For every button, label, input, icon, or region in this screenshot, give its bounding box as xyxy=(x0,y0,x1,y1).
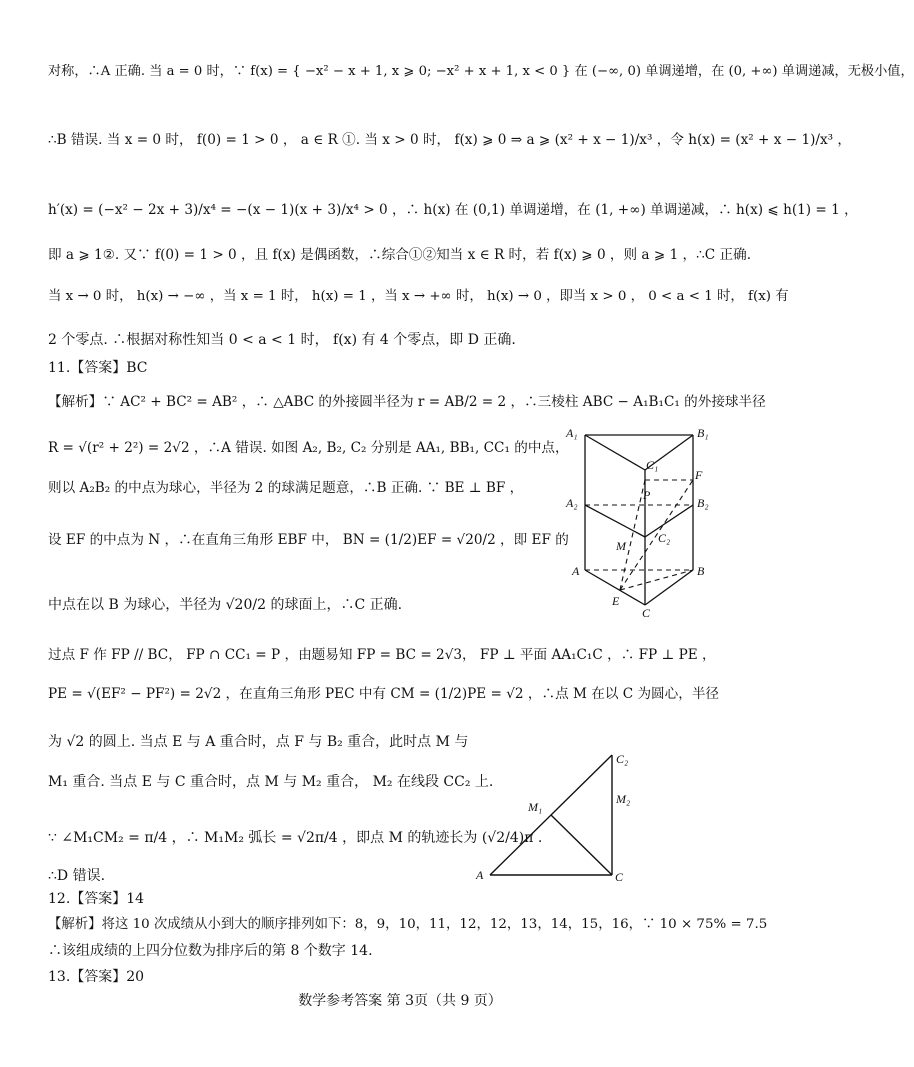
text-line-17: ∵ ∠M₁CM₂ = π/4 ，∴ M₁M₂ 弧长 = √2π/4 ，即点 M 的轨迹长为 (√2/4)π . xyxy=(48,830,543,846)
text-line-1: 对称，∴A 正确. 当 a = 0 时，∵ f(x) = { −x² − x + 1, x ⩾ 0; −x² + x + 1, x < 0 } 在 (−∞, 0) 单调递增，在 (0, +∞) 单调递减，无极小值， xyxy=(48,64,914,79)
text-line-12: 中点在以 B 为球心，半径为 √20/2 的球面上，∴C 正确. xyxy=(48,597,403,613)
segment-m1-c xyxy=(551,815,612,875)
edge-a1-c1 xyxy=(585,435,645,470)
label-e: E xyxy=(612,594,620,608)
label-m1: M₁ xyxy=(528,800,543,814)
label-c2: C₂ xyxy=(616,752,629,766)
label-m2: M₂ xyxy=(616,792,631,806)
label-c: C xyxy=(642,606,651,620)
text-line-2: ∴B 错误. 当 x = 0 时， f(0) = 1 > 0 ， a ∈ R ①. 当 x > 0 时， f(x) ⩾ 0 ⇒ a ⩾ (x² + x − 1)/x³ ，令 h(x) = (x² + x − 1)/x³ ， xyxy=(48,132,852,148)
text-line-21: ∴该组成绩的上四分位数为排序后的第 8 个数字 14. xyxy=(48,943,373,959)
edge-a2-c2 xyxy=(585,505,645,537)
page-footer: 数学参考答案 第 3页（共 9 页） xyxy=(298,993,502,1009)
answer-13: 13.【答案】20 xyxy=(48,969,145,985)
text-line-6: 2 个零点. ∴根据对称性知当 0 < a < 1 时， f(x) 有 4 个零点，即 D 正确. xyxy=(48,332,516,348)
label-a: A xyxy=(572,564,580,578)
label-c: C xyxy=(615,870,624,884)
triangle-figure xyxy=(470,745,645,885)
text-line-16: M₁ 重合. 当点 E 与 C 重合时，点 M 与 M₂ 重合， M₂ 在线段 CC₂ 上. xyxy=(48,774,494,790)
text-line-8: 【解析】∵ AC² + BC² = AB² ，∴ △ABC 的外接圆半径为 r = AB/2 = 2 ，∴三棱柱 ABC − A₁B₁C₁ 的外接球半径 xyxy=(48,394,766,410)
answer-11: 11.【答案】BC xyxy=(48,360,148,376)
text-line-13: 过点 F 作 FP // BC， FP ∩ CC₁ = P ，由题易知 FP = BC = 2√3， FP ⊥ 平面 AA₁C₁C ，∴ FP ⊥ PE ， xyxy=(48,647,716,663)
text-line-10: 则以 A₂B₂ 的中点为球心，半径为 2 的球满足题意，∴B 正确. ∵ BE ⊥ BF ， xyxy=(48,480,524,496)
answer-12: 12.【答案】14 xyxy=(48,891,145,907)
label-m: M xyxy=(616,539,626,553)
text-line-5: 当 x → 0 时， h(x) → −∞ ，当 x = 1 时， h(x) = 1 ，当 x → +∞ 时， h(x) → 0 ，即当 x > 0 ， 0 < a < 1 时， f(x) 有 xyxy=(48,289,789,304)
prism-figure xyxy=(560,425,720,620)
text-line-20: 【解析】将这 10 次成绩从小到大的顺序排列如下：8，9，10，11，12，12，13，14，15，16，∵ 10 × 75% = 7.5 xyxy=(48,917,768,932)
text-line-4: 即 a ⩾ 1②. 又∵ f(0) = 1 > 0 ，且 f(x) 是偶函数，∴综合①②知当 x ∈ R 时，若 f(x) ⩾ 0 ，则 a ⩾ 1 ，∴C 正确. xyxy=(48,247,752,263)
label-b: B xyxy=(697,564,705,578)
text-line-11: 设 EF 的中点为 N ，∴在直角三角形 EBF 中， BN = (1/2)EF = √20/2 ，即 EF 的 xyxy=(48,532,569,548)
label-c2: C₂ xyxy=(658,531,671,545)
label-a2: A₂ xyxy=(566,496,578,510)
text-line-14: PE = √(EF² − PF²) = 2√2 ，在直角三角形 PEC 中有 CM = (1/2)PE = √2 ，∴点 M 在以 C 为圆心，半径 xyxy=(48,686,720,702)
label-p: P xyxy=(643,488,651,502)
label-b2: B₂ xyxy=(697,496,709,510)
label-c1: C₁ xyxy=(646,458,659,472)
text-line-15: 为 √2 的圆上. 当点 E 与 A 重合时，点 F 与 B₂ 重合，此时点 M 与 xyxy=(48,734,469,750)
text-line-9: R = √(r² + 2²) = 2√2 ，∴A 错误. 如图 A₂, B₂, C₂ 分别是 AA₁, BB₁, CC₁ 的中点， xyxy=(48,440,569,456)
label-b1: B₁ xyxy=(697,426,709,440)
label-f: F xyxy=(695,468,703,482)
edge-b-c xyxy=(645,570,693,605)
label-a: A xyxy=(476,868,484,882)
text-line-18: ∴D 错误. xyxy=(48,868,106,884)
text-line-3: h′(x) = (−x² − 2x + 3)/x⁴ = −(x − 1)(x + 3)/x⁴ > 0 ，∴ h(x) 在 (0,1) 单调递增，在 (1, +∞) 单调递减，∴ h(x) ⩽ h(1) = 1 ， xyxy=(48,202,858,218)
label-a1: A₁ xyxy=(566,426,578,440)
